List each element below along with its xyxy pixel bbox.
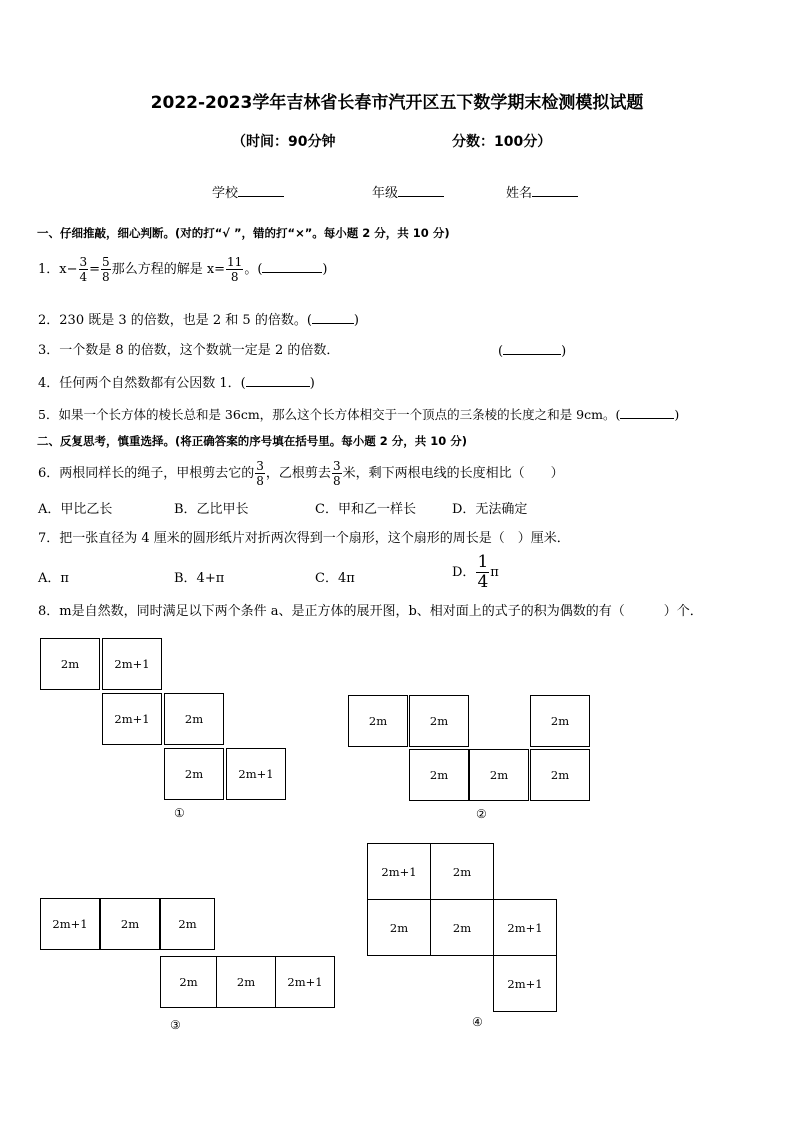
net-cell: 2m [160,956,217,1008]
net-cell: 2m [164,693,224,745]
net-label: ① [174,806,185,820]
question-1: 1．x− $\frac{3}{4}$ = $\frac{5}{8}$ 那么方程的解是 x= $\frac{11}{8}$ 。( ) [38,255,328,284]
name-label: 姓名 [506,186,533,201]
q7-option-a[interactable]: A．π [38,571,69,586]
section-2-heading: 二、反复思考，慎重选择。(将正确答案的序号填在括号里。每小题 2 分，共 10 分) [37,434,468,448]
net-cell: 2m [409,695,469,747]
net-cell: 2m+1 [102,638,162,690]
net-cell: 2m [530,749,590,801]
question-8: 8．m是自然数，同时满足以下两个条件 a、是正方体的展开图，b、相对面上的式子的积为偶数的有（ ）个． [38,604,703,619]
net-cell: 2m+1 [367,843,431,900]
section-1-heading: 一、仔细推敲，细心判断。(对的打“√ ”，错的打“×”。每小题 2 分，共 10 分) [37,226,450,240]
answer-blank[interactable] [503,342,561,355]
exam-time: （时间：90分钟 [232,134,336,150]
answer-blank[interactable] [262,260,322,273]
page-title: 2022-2023学年吉林省长春市汽开区五下数学期末检测模拟试题 [150,93,644,113]
q6-option-d[interactable]: D．无法确定 [452,502,528,517]
q7-option-c[interactable]: C．4π [315,571,355,586]
net-cell: 2m [409,749,469,801]
net-cell: 2m [216,956,276,1008]
net-cell: 2m [530,695,590,747]
school-label: 学校 [212,186,239,201]
net-label: ④ [472,1015,483,1029]
net-label: ③ [170,1018,181,1032]
net-cell: 2m+1 [275,956,335,1008]
net-cell: 2m [367,899,431,956]
net-cell: 2m+1 [40,898,100,950]
net-cell: 2m [164,748,224,800]
answer-blank[interactable] [312,311,354,324]
q6-option-b[interactable]: B．乙比甲长 [174,502,249,517]
fraction: $\frac{3}{8}$ [256,459,264,488]
fraction: $\frac{5}{8}$ [102,255,110,284]
question-4: 4．任何两个自然数都有公因数 1．( ) [38,376,315,391]
net-cell: 2m [40,638,100,690]
fraction: $\frac{3}{8}$ [332,459,341,488]
question-6: 6．两根同样长的绳子，甲根剪去它的 $\frac{3}{8}$ ，乙根剪去 $\frac{3}{8}$ 米，剩下两根电线的长度相比（ ） [38,459,564,488]
net-cell: 2m [430,843,494,900]
answer-blank[interactable] [246,374,310,387]
q7-option-b[interactable]: B．4+π [174,571,225,586]
question-7: 7．把一张直径为 4 厘米的圆形纸片对折两次得到一个扇形，这个扇形的周长是（ ）厘米． [38,531,570,546]
q6-option-c[interactable]: C．甲和乙一样长 [315,502,416,517]
grade-label: 年级 [372,186,399,201]
net-cell: 2m [430,899,494,956]
question-3-answer: ( ) [498,344,567,359]
school-blank[interactable] [238,184,284,197]
net-cell: 2m+1 [226,748,286,800]
fraction: $\frac{3}{4}$ [79,255,88,284]
exam-score: 分数：100分） [452,134,552,150]
grade-blank[interactable] [398,184,444,197]
fraction: $\frac{1}{4}$ [477,552,489,592]
grade-field[interactable] [372,182,444,201]
net-cell: 2m+1 [102,693,162,745]
net-cell: 2m [469,749,529,801]
name-field[interactable] [506,182,578,201]
net-cell: 2m [100,898,160,950]
name-blank[interactable] [532,184,578,197]
school-field[interactable] [212,182,284,201]
net-cell: 2m+1 [493,955,557,1012]
fraction: $\frac{11}{8}$ [227,255,243,284]
question-5: 5．如果一个长方体的棱长总和是 36cm，那么这个长方体相交于一个顶点的三条棱的长度之和是 9cm。( ) [38,407,680,422]
q6-option-a[interactable]: A．甲比乙长 [38,502,113,517]
net-cell: 2m [160,898,215,950]
question-2: 2．230 既是 3 的倍数，也是 2 和 5 的倍数。( ) [38,313,359,328]
q7-option-d[interactable]: D． $\frac{1}{4}$ π [452,552,499,592]
net-label: ② [476,807,487,821]
answer-blank[interactable] [620,406,674,419]
net-cell: 2m+1 [493,899,557,956]
net-cell: 2m [348,695,408,747]
question-3: 3．一个数是 8 的倍数，这个数就一定是 2 的倍数． [38,343,340,358]
